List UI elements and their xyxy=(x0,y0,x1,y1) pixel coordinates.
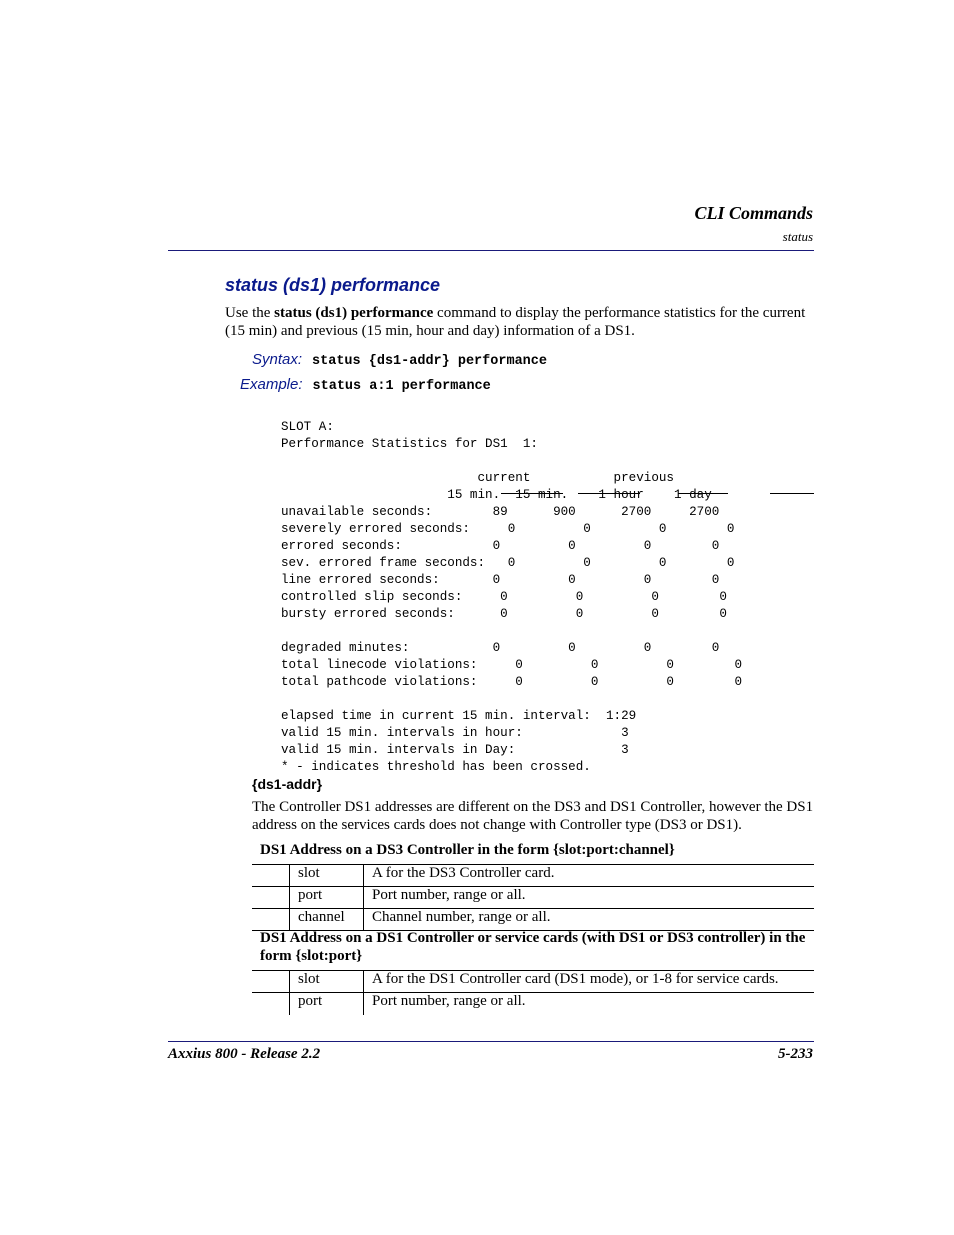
output-line: unavailable seconds: 89 900 2700 2700 xyxy=(281,505,720,519)
table-row xyxy=(252,864,814,887)
header-rule xyxy=(168,250,814,251)
output-line: valid 15 min. intervals in Day: 3 xyxy=(281,743,629,757)
field-description: A for the DS3 Controller card. xyxy=(372,865,555,881)
ds1-addr-description: The Controller DS1 addresses are different on the DS3 and DS1 Controller, however the DS1 address on the services cards does not change with Controller type (DS3 or DS1). xyxy=(252,799,814,833)
intro-pre: Use the xyxy=(225,305,275,321)
example-line xyxy=(240,376,491,394)
output-line: total linecode violations: 0 0 0 0 xyxy=(281,658,743,672)
intro-paragraph xyxy=(225,304,815,340)
field-description: A for the DS1 Controller card (DS1 mode), or 1-8 for service cards. xyxy=(372,971,779,987)
intro-command: status (ds1) performance xyxy=(274,305,434,321)
output-line: sev. errored frame seconds: 0 0 0 0 xyxy=(281,556,735,570)
output-line: Performance Statistics for DS1 1: xyxy=(281,437,538,451)
page-number: 5-233 xyxy=(778,1046,813,1062)
table-row xyxy=(252,886,814,909)
field-description: Port number, range or all. xyxy=(372,993,526,1009)
field-name: channel xyxy=(298,909,345,925)
table-row xyxy=(252,970,814,993)
footer-left: Axxius 800 - Release 2.2 xyxy=(168,1046,321,1062)
output-line: * - indicates threshold has been crossed. xyxy=(281,760,591,774)
col-underline-1day xyxy=(770,493,814,494)
output-line: degraded minutes: 0 0 0 0 xyxy=(281,641,720,655)
field-name: slot xyxy=(298,971,320,987)
table2-heading: DS1 Address on a DS1 Controller or service cards (with DS1 or DS3 controller) in the form {slot:port} xyxy=(260,930,806,964)
col-underline-1hour xyxy=(678,493,728,494)
syntax-line xyxy=(252,351,547,369)
running-header-subtitle: status xyxy=(782,229,813,244)
syntax-code: status {ds1-addr} performance xyxy=(312,354,547,369)
output-line: 15 min. 15 min. 1 hour 1 day xyxy=(281,488,712,502)
section-title: status (ds1) performance xyxy=(225,275,441,295)
syntax-label: Syntax: xyxy=(252,351,303,368)
table1-heading: DS1 Address on a DS3 Controller in the form {slot:port:channel} xyxy=(260,842,675,858)
field-name: slot xyxy=(298,865,320,881)
field-description: Port number, range or all. xyxy=(372,887,526,903)
col-underline-previous-15min xyxy=(578,493,640,494)
ds1-addr-heading: {ds1-addr} xyxy=(252,776,323,792)
example-label: Example: xyxy=(240,376,303,393)
command-output xyxy=(281,419,742,776)
example-code: status a:1 performance xyxy=(312,379,491,394)
field-name: port xyxy=(298,993,323,1009)
table-row xyxy=(252,908,814,931)
output-line: bursty errored seconds: 0 0 0 0 xyxy=(281,607,727,621)
output-line: valid 15 min. intervals in hour: 3 xyxy=(281,726,629,740)
footer-rule xyxy=(168,1041,814,1042)
field-description: Channel number, range or all. xyxy=(372,909,551,925)
output-line: elapsed time in current 15 min. interval: 1:29 xyxy=(281,709,637,723)
output-line: severely errored seconds: 0 0 0 0 xyxy=(281,522,735,536)
output-line: total pathcode violations: 0 0 0 0 xyxy=(281,675,743,689)
field-name: port xyxy=(298,887,323,903)
col-underline-current-15min xyxy=(501,493,563,494)
output-line: line errored seconds: 0 0 0 0 xyxy=(281,573,720,587)
output-line: controlled slip seconds: 0 0 0 0 xyxy=(281,590,727,604)
intro-post: command to display the performance statistics for the current (15 min) and previous (15 min, hour and day) information of a DS1. xyxy=(225,305,806,339)
output-line xyxy=(281,691,742,708)
running-header-title: CLI Commands xyxy=(694,203,813,223)
output-line: errored seconds: 0 0 0 0 xyxy=(281,539,720,553)
output-line: SLOT A: xyxy=(281,420,334,434)
output-line xyxy=(281,453,742,470)
output-line xyxy=(281,623,742,640)
output-line: current previous xyxy=(281,471,674,485)
table-row xyxy=(252,992,814,1015)
